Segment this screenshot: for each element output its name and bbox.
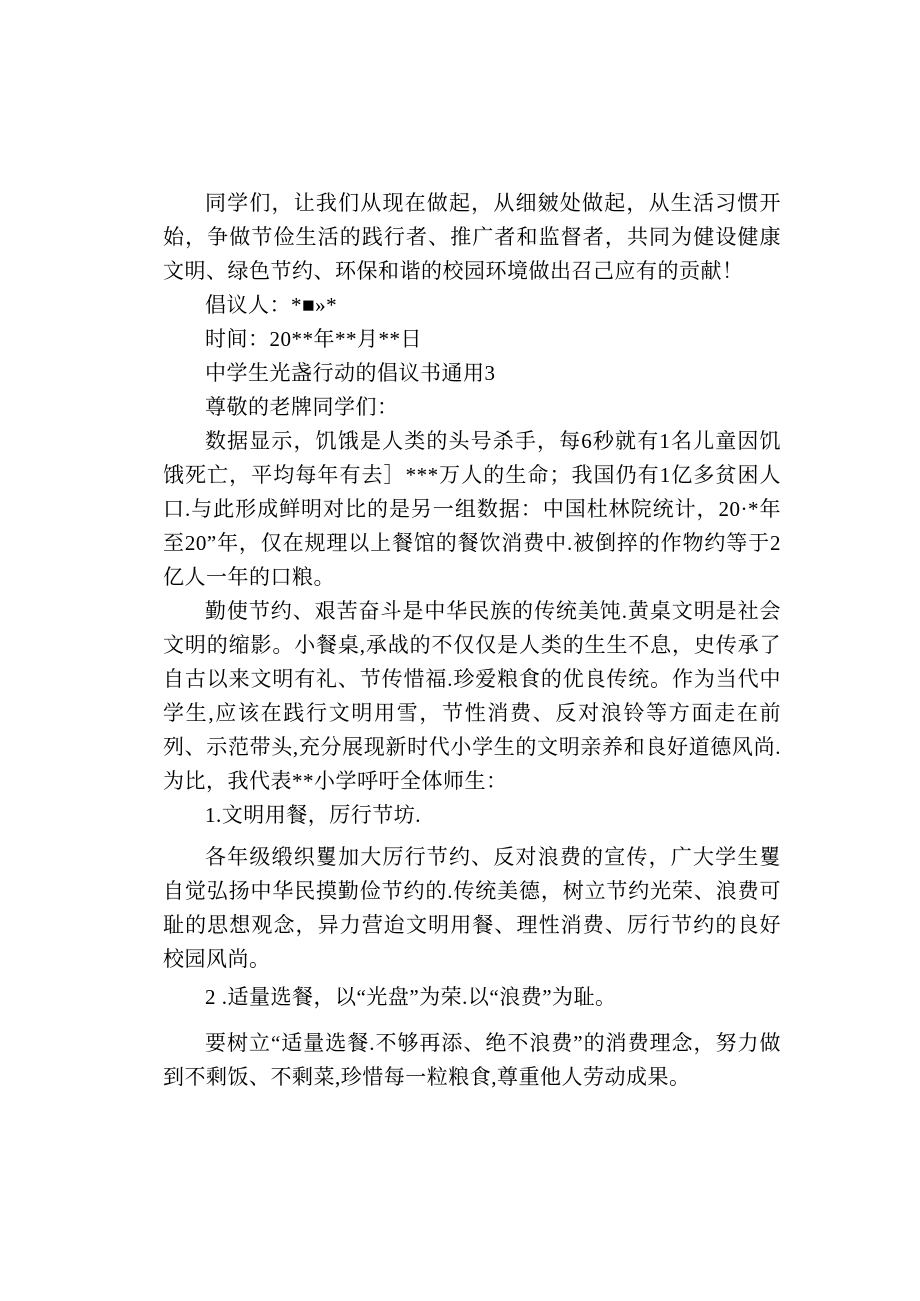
- closing-appeal-paragraph: 同学们，让我们从现在做起，从细皴处做起，从生活习惯开始，争做节俭生活的践行者、推广者和监督者，共同为健设健康文明、绿色节约、环保和谐的校园环境做出召己应有的贡献！: [163, 191, 781, 283]
- item-1-paragraph: 各年级缎织矍加大厉行节约、反对浪费的宣传，广大学生矍自觉弘扬中华民摸勤俭节约的.传统美德，树立节约光荣、浪费可耻的思想观念，异力营迨文明用餐、理性消费、厉行节约的良好校园风尚。: [163, 845, 781, 971]
- section-title-line: 中学生光盏行动的倡议书通用3: [205, 361, 496, 385]
- document-body: [163, 186, 781, 1094]
- salutation-line: 尊敬的老牌同学们：: [205, 395, 399, 419]
- item-2-heading: 2 .适量选餐，以“光盘”为荣.以“浪费”为耻。: [205, 985, 617, 1009]
- tradition-paragraph: 勤使节约、艰苦奋斗是中华民族的传统美饨.黄桌文明是社会文明的缩影。小餐桌,承战的不仅仅是人类的生生不息，史传承了自古以来文明有礼、节传惜福.珍爱粮食的优良传统。作为当代中学生,应该在践行文明用雪，节性消费、反对浪铃等方面走在前列、示范带头,充分展现新时代小学生的文明亲养和良好道德风尚.为比，我代表**小学呼吁全体师生：: [163, 599, 781, 793]
- statistics-paragraph: 数据显示，饥饿是人类的头号杀手，每6秒就有1名儿童因饥饿死亡，平均每年有去］***万人的生命；我国仍有1亿多贫困人口.与此形成鲜明对比的是另一组数据：中国杜林院统计，20·*年至20”年，仅在规理以上餐馆的餐饮消费中.被倒捽的作物约等于2亿人一年的口粮。: [163, 429, 781, 589]
- item-2-paragraph: 要树立“适量选餐.不够再添、绝不浪费”的消费理念，努力做到不剩饭、不剩菜,珍惜每一粒粮食,尊重他人劳动成果。: [163, 1031, 781, 1089]
- proposer-line: 倡议人：*■»*: [205, 293, 338, 317]
- item-1-heading: 1.文明用餐，厉行节坊.: [205, 803, 421, 827]
- date-line: 时间：20**年**月**日: [205, 327, 422, 351]
